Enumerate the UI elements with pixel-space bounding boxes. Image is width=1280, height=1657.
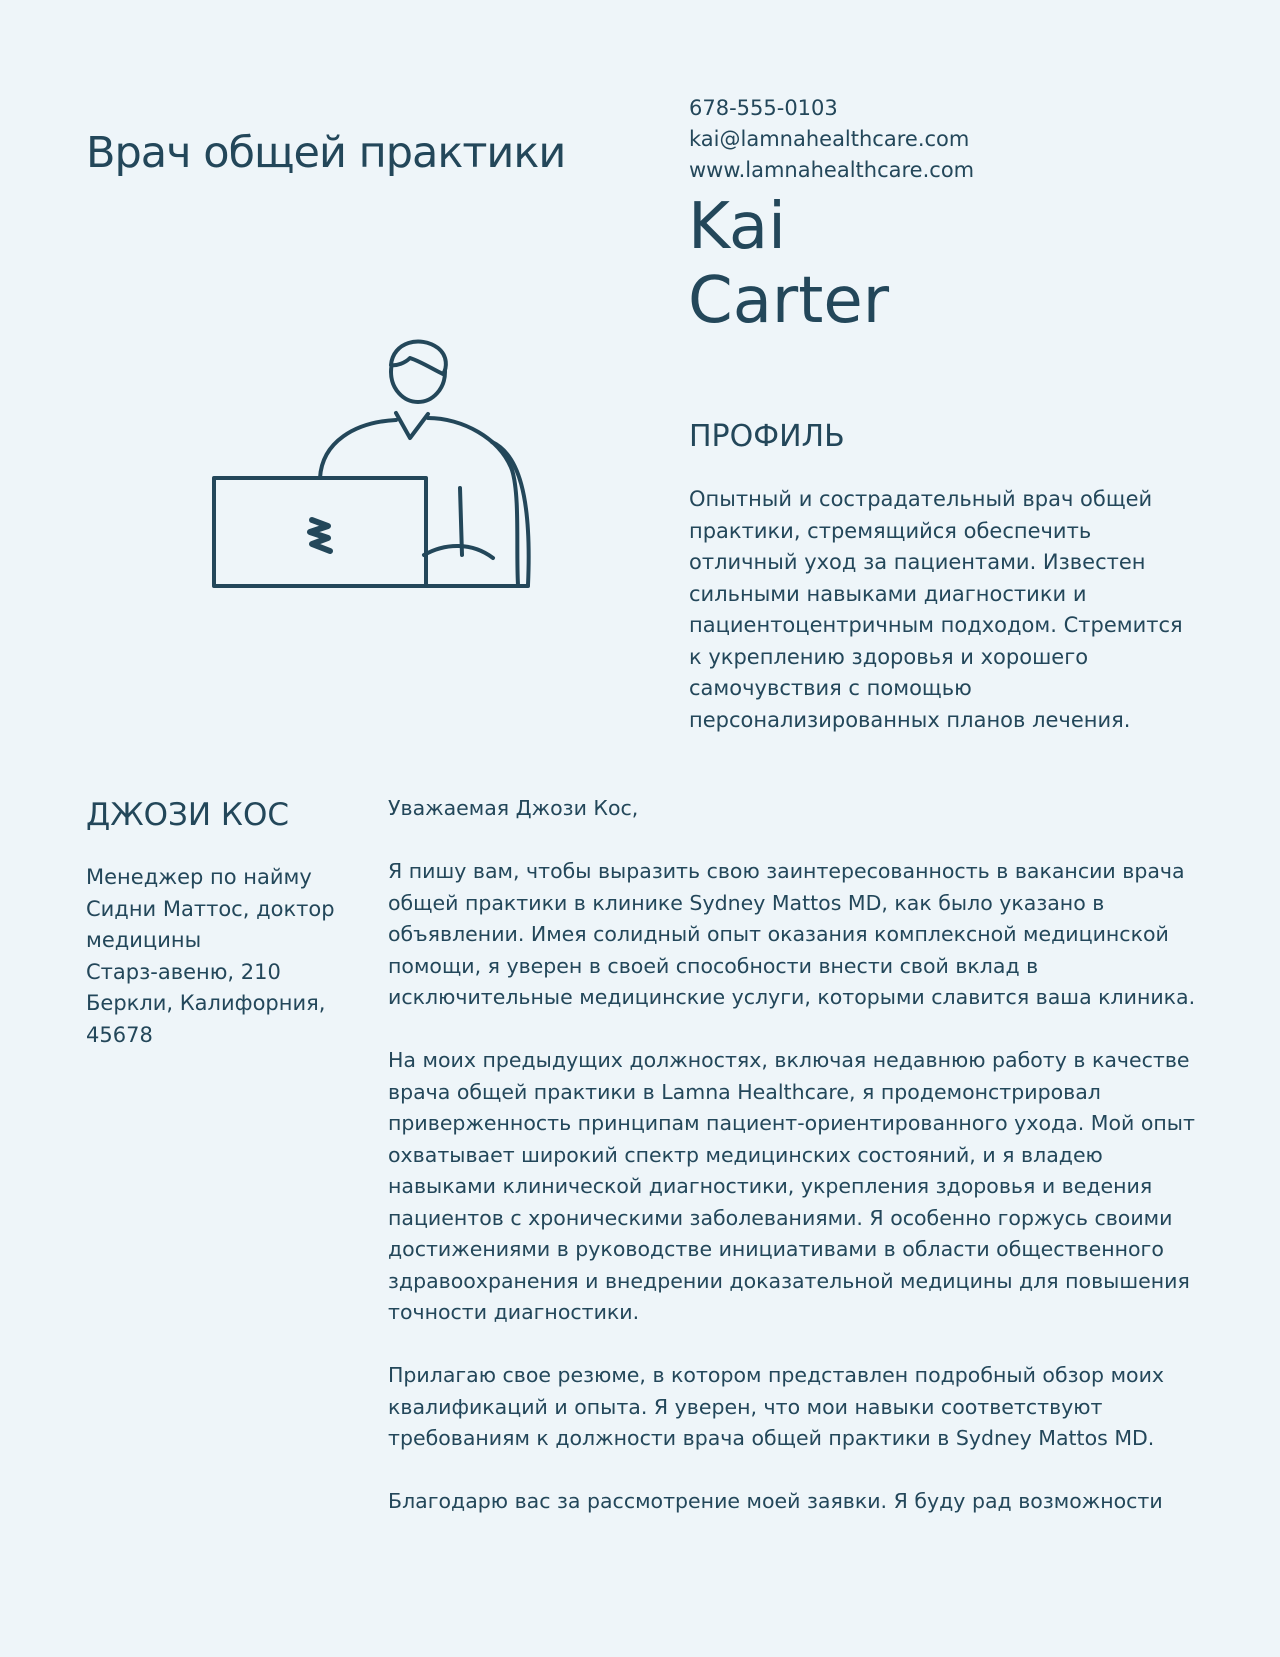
letter-paragraph: Благодарю вас за рассмотрение моей заявки. Я буду рад возможности	[388, 1489, 1163, 1513]
letter-paragraph: На моих предыдущих должностях, включая недавнюю работу в качестве врача общей практики в Lamna Healthcare, я продемонстрировал приверженность принципам пациент-ориентированного ухода. Мой опыт охватывает широкий спектр медицинских состояний, и я владею навыками клинической диагностики, укрепления здоровья и ведения пациентов с хроническими заболеваниями. Я особенно горжусь своими достижениями в руководстве инициативами в области общественного здравоохранения и внедрении доказательной медицины для повышения точности диагностики.	[388, 1048, 1195, 1324]
first-name: Kai	[688, 190, 786, 264]
letter-paragraph: Прилагаю свое резюме, в котором представлен подробный обзор моих квалификаций и опыта. Я уверен, что мои навыки соответствуют требованиям к должности врача общей практики в Sydney Mattos MD.	[388, 1363, 1165, 1450]
profile-text: Опытный и сострадательный врач общей практики, стремящийся обеспечить отличный уход за пациентами. Известен сильными навыками диагностики и пациентоцентричным подходом. Стремится к укреплению здоровья и хорошего самочувствия с помощью персонализированных планов лечения.	[689, 487, 1183, 732]
recipient-title: Менеджер по найму	[86, 865, 312, 889]
job-title: Врач общей практики	[86, 128, 566, 178]
person-with-laptop-icon	[210, 330, 550, 590]
website: www.lamnahealthcare.com	[689, 158, 975, 182]
recipient-name: ДЖОЗИ КОС	[86, 797, 289, 833]
applicant-name	[688, 190, 889, 338]
email-address: kai@lamnahealthcare.com	[689, 127, 970, 151]
letter-body	[388, 793, 1208, 1549]
contact-info	[689, 93, 974, 186]
letter-paragraph: Я пишу вам, чтобы выразить свою заинтересованность в вакансии врача общей практики в клинике Sydney Mattos MD, как было указано в объявлении. Имея солидный опыт оказания комплексной медицинской помощи, я уверен в своей способности внести свой вклад в исключительные медицинские услуги, которыми славится ваша клиника.	[388, 859, 1196, 1009]
recipient-street: Старз-авеню, 210	[86, 959, 281, 984]
recipient-city: Беркли, Калифорния, 45678	[86, 991, 326, 1047]
phone-number: 678-555-0103	[689, 96, 838, 120]
recipient-company: Сидни Маттос, доктор медицины	[86, 896, 335, 952]
profile-heading: ПРОФИЛЬ	[689, 419, 845, 454]
recipient-details	[86, 862, 366, 1051]
letter-greeting: Уважаемая Джози Кос,	[388, 796, 639, 820]
last-name: Carter	[688, 264, 889, 338]
